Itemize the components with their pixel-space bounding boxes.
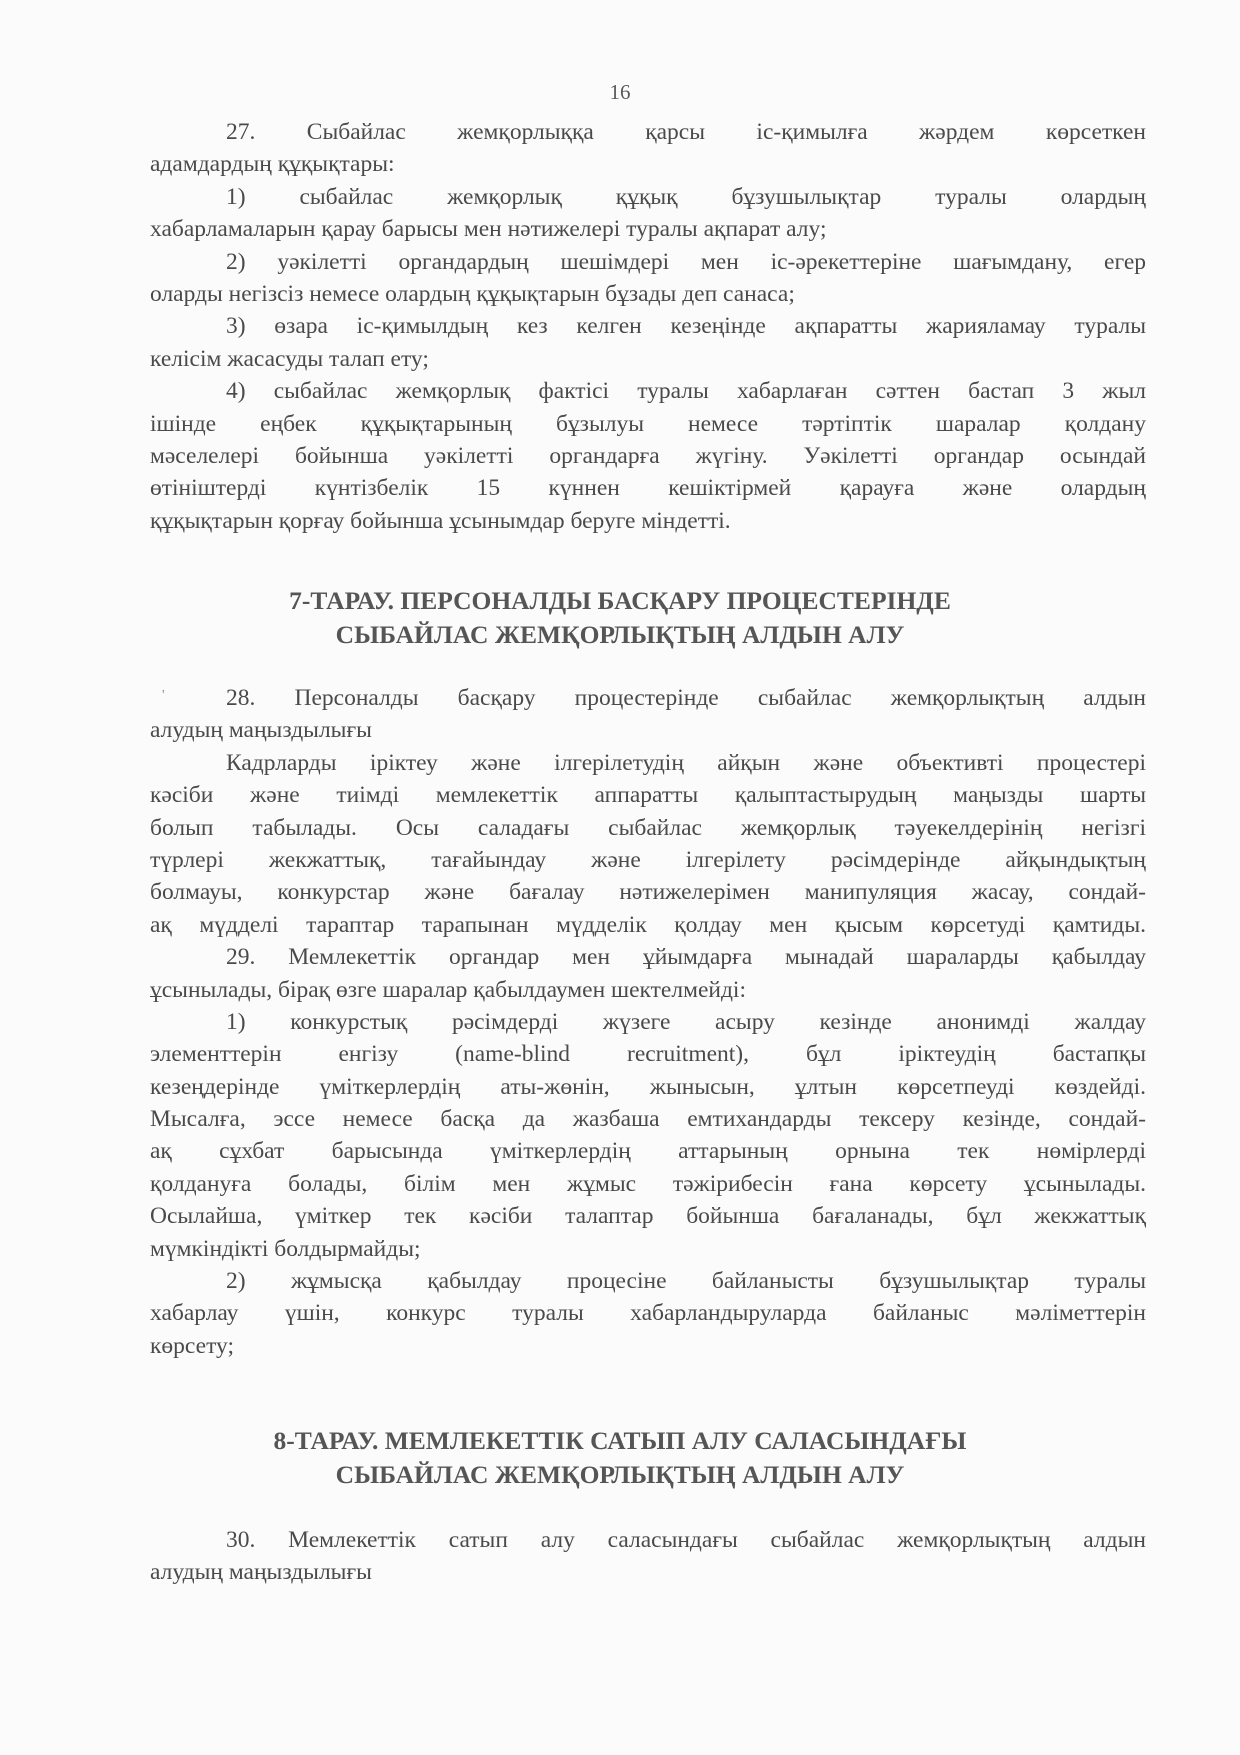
text-line: оларды негізсіз немесе олардың құқықтарын бұзады деп санаса;: [150, 280, 795, 307]
text-line: хабарламаларын қарау барысы мен нәтижелері туралы ақпарат алу;: [150, 216, 827, 243]
text-line: алудың маңыздылығы: [150, 717, 372, 744]
text-line: Мысалға, эссе немесе басқа да жазбаша емтихандарды тексеру кезінде, сондай-: [150, 1106, 1146, 1133]
text-line: болып табылады. Осы саладағы сыбайлас жемқорлық тәуекелдерінің негізгі: [150, 814, 1146, 841]
section-30-procurement: [150, 1524, 1146, 1589]
text-line: Кадрларды іріктеу және ілгерілетудің айқын және объективті процестері: [226, 749, 1146, 776]
text-line: ақ мүдделі тараптар тарапынан мүдделік қолдау мен қысым көрсетуді қамтиды.: [150, 911, 1146, 938]
text-line: ақ сұхбат барысында үміткерлердің аттарының орнына тек нөмірлерді: [150, 1138, 1146, 1165]
page-number: 16: [609, 80, 631, 104]
text-line: алудың маңыздылығы: [150, 1559, 372, 1586]
text-line: Осылайша, үміткер тек кәсіби талаптар бойынша бағаланады, бұл жекжаттық: [150, 1203, 1146, 1230]
chapter-8-heading: [0, 1424, 1240, 1492]
section-28-29-personnel: [150, 682, 1146, 1362]
text-line: 4) сыбайлас жемқорлық фактісі туралы хабарлаған сәттен бастап 3 жыл: [226, 378, 1146, 405]
text-line: 30. Мемлекеттік сатып алу саласындағы сыбайлас жемқорлықтың алдын: [226, 1527, 1146, 1553]
text-line: мүмкіндікті болдырмайды;: [150, 1235, 421, 1262]
text-line: 28. Персоналды басқару процестерінде сыбайлас жемқорлықтың алдын: [226, 685, 1146, 711]
text-line: кезеңдерінде үміткерлердің аты-жөнін, жынысын, ұлтын көрсетпеуді көздейді.: [150, 1073, 1146, 1100]
text-line: өтініштерді күнтізбелік 15 күннен кешіктірмей қарауға және олардың: [150, 475, 1146, 502]
text-line: кәсіби және тиімді мемлекеттік аппаратты қалыптастырудың маңызды шарты: [150, 782, 1146, 809]
text-line: 29. Мемлекеттік органдар мен ұйымдарға мынадай шараларды қабылдау: [226, 944, 1146, 971]
text-line: элементтерін енгізу (name-blind recruitment), бұл іріктеудің бастапқы: [150, 1041, 1146, 1068]
text-line: 2) уәкілетті органдардың шешімдері мен іс-әрекеттеріне шағымдану, егер: [226, 248, 1146, 275]
section-27-rights: [150, 116, 1146, 537]
text-line: 3) өзара іс-қимылдың кез келген кезеңінде ақпаратты жарияламау туралы: [226, 313, 1146, 340]
text-line: құқықтарын қорғау бойынша ұсынымдар беруге міндетті.: [150, 507, 731, 534]
text-line: 2) жұмысқа қабылдау процесіне байланысты бұзушылықтар туралы: [226, 1268, 1146, 1295]
text-line: ұсынылады, бірақ өзге шаралар қабылдаумен шектелмейді:: [150, 976, 746, 1003]
text-line: түрлері жекжаттық, тағайындау және ілгерілету рәсімдерінде айқындықтың: [150, 846, 1146, 873]
text-line: қолдануға болады, білім мен жұмыс тәжірибесін ғана көрсету ұсынылады.: [150, 1170, 1146, 1197]
text-line: адамдардың құқықтары:: [150, 151, 395, 178]
text-line: хабарлау үшін, конкурс туралы хабарландыруларда байланыс мәліметтерін: [150, 1300, 1146, 1327]
scan-mark: ': [162, 688, 165, 703]
chapter-7-title-line-1: 7-ТАРАУ. ПЕРСОНАЛДЫ БАСҚАРУ ПРОЦЕСТЕРІНДЕ: [289, 586, 951, 615]
text-line: ішінде еңбек құқықтарының бұзылуы немесе тәртіптік шаралар қолдану: [150, 410, 1146, 437]
text-line: келісім жасасуды талап ету;: [150, 345, 429, 372]
chapter-7-title-line-2: СЫБАЙЛАС ЖЕМҚОРЛЫҚТЫҢ АЛДЫН АЛУ: [335, 620, 905, 649]
text-line: 1) сыбайлас жемқорлық құқық бұзушылықтар туралы олардың: [226, 183, 1146, 210]
text-line: болмауы, конкурстар және бағалау нәтижелерімен манипуляция жасау, сондай-: [150, 879, 1146, 906]
chapter-8-title-line-1: 8-ТАРАУ. МЕМЛЕКЕТТІК САТЫП АЛУ САЛАСЫНДАҒЫ: [273, 1426, 967, 1455]
text-line: 1) конкурстық рәсімдерді жүзеге асыру кезінде анонимді жалдау: [226, 1008, 1146, 1035]
text-line: 27. Сыбайлас жемқорлыққа қарсы іс-қимылға жәрдем көрсеткен: [226, 119, 1146, 145]
chapter-8-title-line-2: СЫБАЙЛАС ЖЕМҚОРЛЫҚТЫҢ АЛДЫН АЛУ: [335, 1460, 905, 1489]
text-line: көрсету;: [150, 1332, 234, 1359]
text-line: мәселелері бойынша уәкілетті органдарға жүгіну. Уәкілетті органдар осындай: [150, 442, 1146, 469]
chapter-7-heading: [0, 584, 1240, 652]
